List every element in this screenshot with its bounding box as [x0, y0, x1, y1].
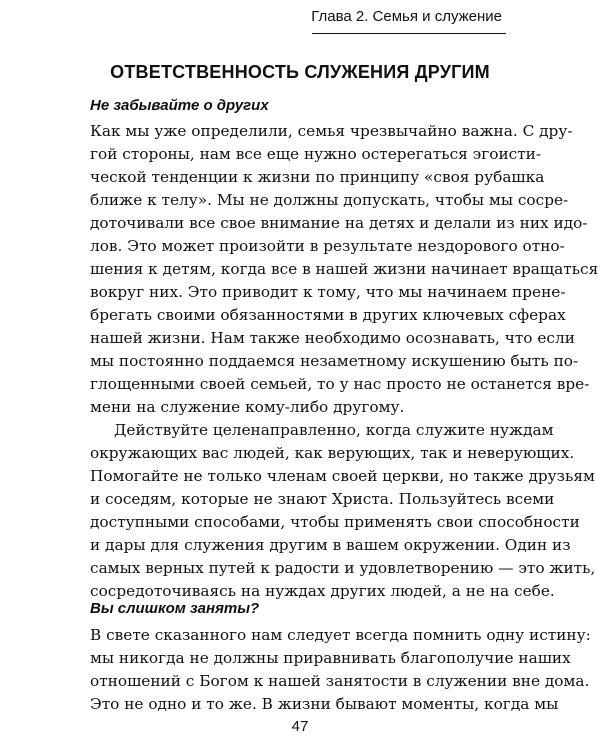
- text-line: ближе к телу». Мы не должны допускать, чтобы мы сосре-: [90, 191, 569, 209]
- text-line: доступными способами, чтобы применять свои способности: [90, 513, 580, 531]
- text-line: самых верных путей к радости и удовлетворению — это жить,: [90, 559, 596, 577]
- header-rule: [312, 33, 506, 34]
- text-line: шения к детям, когда все в нашей жизни начинает вращаться: [90, 260, 599, 278]
- text-line: Как мы уже определили, семья чрезвычайно важна. С дру-: [90, 122, 573, 140]
- text-line: мы постоянно поддаемся незаметному искушению быть по-: [90, 352, 579, 370]
- page-number: 47: [291, 718, 309, 735]
- text-line: лов. Это может произойти в результате нездорового отно-: [90, 237, 565, 255]
- text-line: гой стороны, нам все еще нужно остерегаться эгоисти-: [90, 145, 542, 163]
- text-line: Помогайте не только членам своей церкви, но также друзьям: [90, 467, 595, 485]
- subhead-dont-forget-others: Не забывайте о других: [90, 97, 269, 114]
- text-line: вокруг них. Это приводит к тому, что мы начинаем прене-: [90, 283, 566, 301]
- text-line: Действуйте целенаправленно, когда служите нуждам: [114, 421, 554, 439]
- paragraph-2: [90, 419, 596, 603]
- text-line: нашей жизни. Нам также необходимо осознавать, что если: [90, 329, 575, 347]
- running-header: Глава 2. Семья и служение: [311, 8, 502, 25]
- text-line: В свете сказанного нам следует всегда помнить одну истину:: [90, 626, 591, 644]
- text-line: и дары для служения другим в вашем окружении. Один из: [90, 536, 571, 554]
- paragraph-1: [90, 120, 599, 419]
- text-line: ческой тенденции к жизни по принципу «своя рубашка: [90, 168, 545, 186]
- paragraph-3: [90, 624, 591, 716]
- text-line: мы никогда не должны приравнивать благополучие наших: [90, 649, 571, 667]
- text-line: и соседям, которые не знают Христа. Пользуйтесь всеми: [90, 490, 555, 508]
- text-line: Это не одно и то же. В жизни бывают моменты, когда мы: [90, 695, 559, 713]
- section-title: ОТВЕТСТВЕННОСТЬ СЛУЖЕНИЯ ДРУГИМ: [110, 62, 490, 82]
- text-line: доточивали все свое внимание на детях и делали из них идо-: [90, 214, 588, 232]
- text-line: отношений с Богом к нашей занятости в служении вне дома.: [90, 672, 590, 690]
- subhead-too-busy: Вы слишком заняты?: [90, 600, 260, 617]
- text-line: глощенными своей семьей, то у нас просто не останется вре-: [90, 375, 590, 393]
- text-line: окружающих вас людей, как верующих, так и неверующих.: [90, 444, 575, 462]
- text-line: сосредоточиваясь на нуждах других людей, а не на себе.: [90, 582, 555, 600]
- text-line: брегать своими обязанностями в других ключевых сферах: [90, 306, 566, 324]
- text-line: мени на служение кому-либо другому.: [90, 398, 405, 416]
